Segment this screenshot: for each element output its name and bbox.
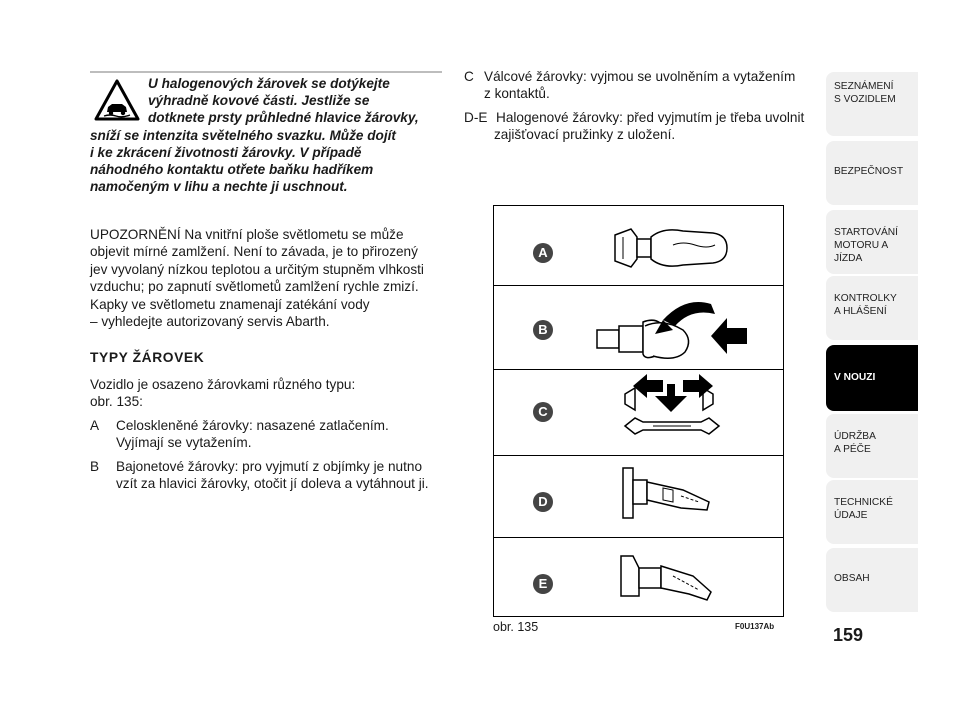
tab-obsah[interactable] <box>826 548 918 612</box>
list-item-label: B <box>90 458 100 474</box>
list-item-text: z kontaktů. <box>484 86 550 102</box>
list-item-text: Válcové žárovky: vyjmou se uvolněním a vytažením <box>484 69 796 84</box>
right-column-text <box>464 68 824 150</box>
section-body <box>90 376 446 498</box>
tab-label: A HLÁŠENÍ <box>834 306 887 317</box>
badge-c: C <box>533 402 553 422</box>
warning-text <box>90 75 444 195</box>
tab-label: KONTROLKY <box>834 293 897 304</box>
tab-label: A PÉČE <box>834 444 871 455</box>
figure-caption: obr. 135 <box>493 620 539 634</box>
list-item-text: Vyjímají se vytažením. <box>116 435 252 451</box>
warning-line-3: dotknete prsty průhledné hlavice žárovky, <box>148 110 419 126</box>
list-item-text: vzít za hlavici žárovky, otočit jí doleva a vytáhnout ji. <box>116 476 429 492</box>
list-item-c <box>464 68 824 103</box>
page-number: 159 <box>833 625 864 645</box>
list-item-text: Halogenové žárovky: před vyjmutím je třeba uvolnit <box>496 109 805 125</box>
warning-line-4: sníží se intenzita světelného svazku. Může dojít <box>90 127 396 143</box>
tab-label: STARTOVÁNÍ <box>834 227 898 238</box>
list-item-text: Celoskleněné žárovky: nasazené zatlačením. <box>116 417 389 433</box>
list-item-a <box>90 417 446 452</box>
list-item-b <box>90 458 446 493</box>
list-item-label: C <box>464 69 474 84</box>
badge-b: B <box>533 320 553 340</box>
warning-line-2: výhradně kovové části. Jestliže se <box>148 93 370 109</box>
badge-e: E <box>533 574 553 594</box>
tab-kontrolky-a-hlaseni[interactable] <box>826 276 918 340</box>
upozorneni-line-6: – vyhledejte autorizovaný servis Abarth. <box>90 314 330 330</box>
list-item-d-e <box>464 109 824 144</box>
figure-code: F0U137Ab <box>735 622 775 631</box>
section-intro-line-1: Vozidlo je osazeno žárovkami různého typu: <box>90 377 356 392</box>
tab-seznameni-s-vozidlem[interactable] <box>826 72 918 136</box>
section-intro-line-2: obr. 135: <box>90 394 143 410</box>
badge-d: D <box>533 492 553 512</box>
tab-startovani-motoru[interactable] <box>826 210 918 274</box>
tab-label: BEZPEČNOST <box>834 166 904 177</box>
tab-label: OBSAH <box>834 573 870 584</box>
upozorneni-paragraph <box>90 226 446 330</box>
section-heading: TYPY ŽÁROVEK <box>90 350 205 365</box>
warning-line-6: náhodného kontaktu otřete baňku hadříkem <box>90 162 374 178</box>
tab-technicke-udaje[interactable] <box>826 480 918 544</box>
list-item-text: Bajonetové žárovky: pro vyjmutí z objímky je nutno <box>116 458 422 474</box>
tab-label: V NOUZI <box>834 372 876 383</box>
warning-top-rule <box>90 71 442 73</box>
upozorneni-line-2: objevit mírné zamlžení. Není to závada, je to přirozený <box>90 244 418 260</box>
warning-line-7: namočeným v lihu a nechte ji uschnout. <box>90 179 348 195</box>
list-item-label: A <box>90 417 100 433</box>
tab-label: ÚDAJE <box>834 510 868 521</box>
tab-label: MOTORU A JÍZDA <box>834 240 888 264</box>
bulb-types-figure <box>493 205 784 617</box>
warning-line-1: U halogenových žárovek se dotýkejte <box>148 76 390 91</box>
tab-label: ÚDRŽBA <box>834 431 876 442</box>
upozorneni-line-5: Kapky ve světlometu znamenají zatékání vody <box>90 296 370 312</box>
tab-label: S VOZIDLEM <box>834 94 896 105</box>
list-item-label: D-E <box>464 109 488 125</box>
list-item-text: zajišťovací pružinky z uložení. <box>494 127 676 143</box>
tab-label: SEZNÁMENÍ <box>834 81 894 92</box>
badge-a: A <box>533 243 553 263</box>
upozorneni-line-1: UPOZORNĚNÍ Na vnitřní ploše světlometu se může <box>90 227 404 242</box>
upozorneni-line-3: jev vyvolaný nízkou teplotou a určitým stupněm vlhkosti <box>90 261 424 277</box>
warning-line-5: i ke zkrácení životnosti žárovky. V případě <box>90 144 362 160</box>
tab-udrzba-a-pece[interactable] <box>826 414 918 478</box>
tab-bezpecnost[interactable] <box>826 141 918 205</box>
upozorneni-line-4: vzduchu; po zapnutí světlometů zamlžení rychle zmizí. <box>90 279 419 295</box>
figure-border <box>493 205 784 617</box>
tab-v-nouzi[interactable] <box>826 345 918 411</box>
tab-label: TECHNICKÉ <box>834 497 893 508</box>
